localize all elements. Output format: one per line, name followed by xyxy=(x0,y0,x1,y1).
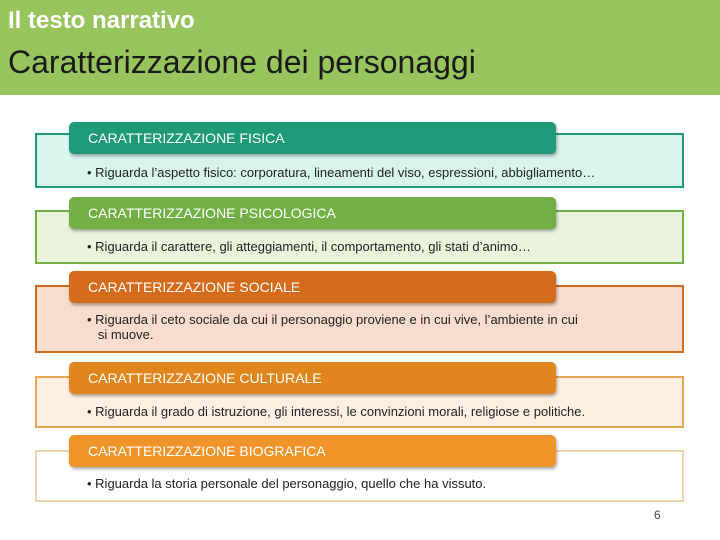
item-description: • Riguarda l’aspetto fisico: corporatura, lineamenti del viso, espressioni, abbigliamento… xyxy=(87,165,596,180)
item-heading: CARATTERIZZAZIONE CULTURALE xyxy=(69,362,556,394)
item-heading: CARATTERIZZAZIONE PSICOLOGICA xyxy=(69,197,556,229)
slide-subtitle: Caratterizzazione dei personaggi xyxy=(8,44,476,80)
item-description: • Riguarda il carattere, gli atteggiamenti, il comportamento, gli stati d’animo… xyxy=(87,239,531,254)
item-heading: CARATTERIZZAZIONE SOCIALE xyxy=(69,271,556,303)
title-banner xyxy=(0,0,720,95)
item-heading: CARATTERIZZAZIONE FISICA xyxy=(69,122,556,154)
page-number: 6 xyxy=(654,508,661,522)
item-description: • Riguarda la storia personale del personaggio, quello che ha vissuto. xyxy=(87,476,487,491)
item-description: • Riguarda il ceto sociale da cui il personaggio proviene e in cui vive, l’ambiente in cui si muove. xyxy=(87,312,578,342)
item-heading: CARATTERIZZAZIONE BIOGRAFICA xyxy=(69,435,556,467)
item-description: • Riguarda il grado di istruzione, gli interessi, le convinzioni morali, religiose e politiche. xyxy=(87,404,586,419)
slide-title: Il testo narrativo xyxy=(8,7,195,34)
